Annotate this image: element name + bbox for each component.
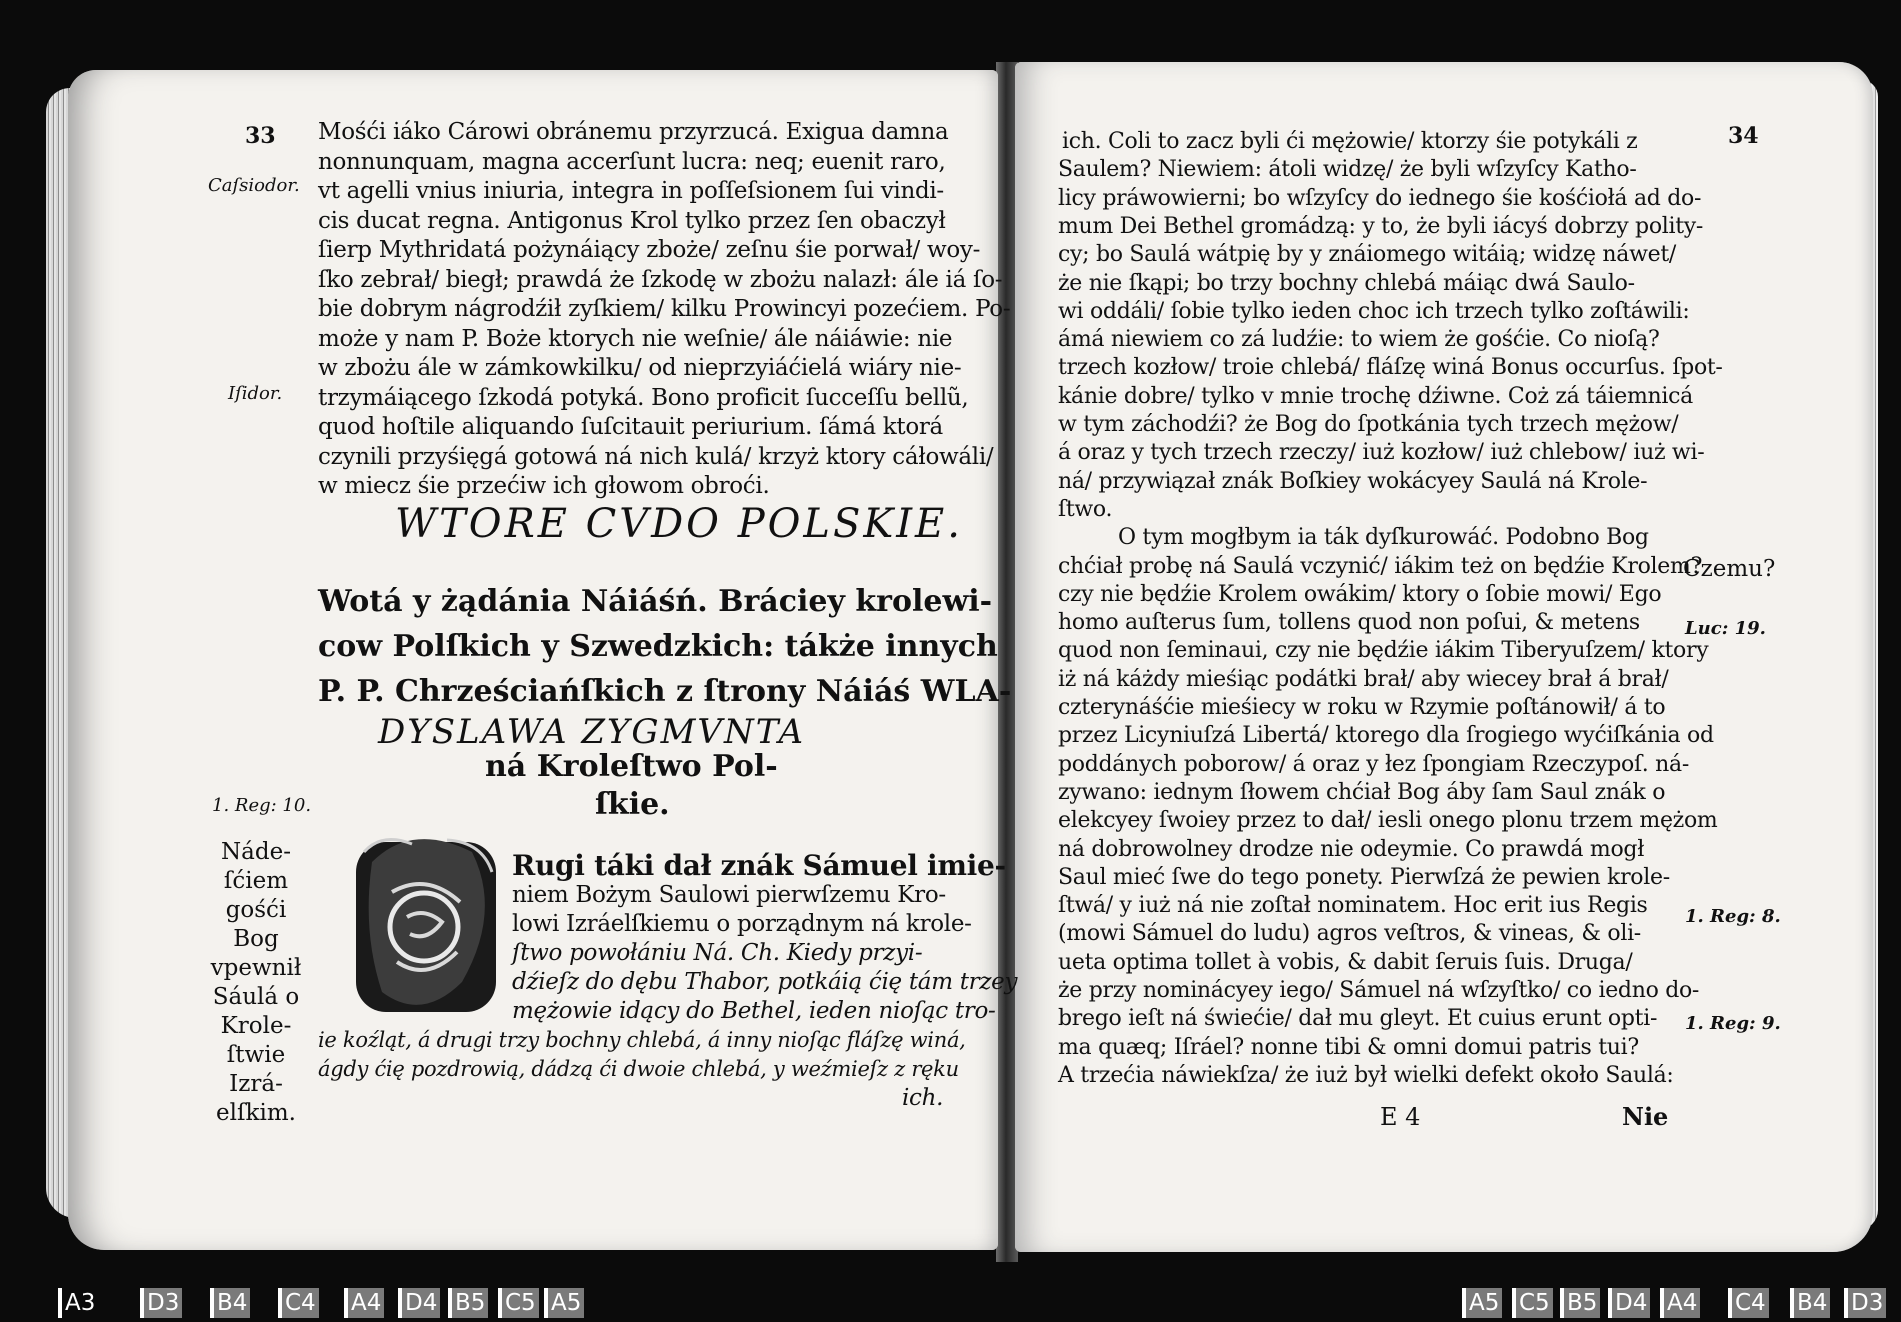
right-text-line: ámá niewiem co zá ludźie: to wiem że gośćie. Co nioſą? bbox=[1058, 327, 1660, 352]
side-note-line: ſtwie bbox=[226, 1042, 286, 1068]
margin-note-reg9: 1. Reg: 9. bbox=[1685, 1013, 1781, 1034]
subheading-line: DYSLAWA ZYGMVNTA bbox=[378, 712, 806, 752]
left-body-line: ich. bbox=[902, 1085, 944, 1111]
left-text-line: vt agelli vnius iniuria, integra in poſſeſsionem ſui vindi- bbox=[318, 178, 944, 204]
left-text-line: ſko zebrał/ biegł; prawdá że ſzkodę w zbożu nalazł: ále iá ſo- bbox=[318, 267, 1003, 293]
left-text-line: quod hoſtile aliquando ſuſcitauit periurium. ſámá ktorá bbox=[318, 414, 943, 440]
right-text-line: ſtwo. bbox=[1058, 497, 1113, 522]
scan-label-left: D4 bbox=[398, 1288, 440, 1318]
left-body-line: niem Bożym Saulowi pierwſzemu Kro- bbox=[512, 882, 946, 908]
right-text-line: zywano: iednym ſłowem chćiał Bog áby ſam Saul znák o bbox=[1058, 780, 1666, 805]
left-body-line: ie koźląt, á drugi trzy bochny chlebá, á inny nioſąc fláſzę winá, bbox=[318, 1028, 966, 1052]
left-text-line: w miecz śie przećiw ich głowom obroći. bbox=[318, 473, 770, 499]
scan-label-left: B5 bbox=[448, 1288, 488, 1318]
subheading-line: P. P. Chrześciańſkich z ſtrony Náiáś WLA- bbox=[318, 674, 1012, 709]
subheading-line: ſkie. bbox=[595, 787, 670, 822]
scan-label-right: B5 bbox=[1560, 1288, 1600, 1318]
right-text-line: poddánych poborow/ á oraz y łez ſpongiam Rzeczypoſ. ná- bbox=[1058, 752, 1689, 777]
signature-mark: E 4 bbox=[1380, 1103, 1421, 1131]
left-body-line: dźieſz do dębu Thabor, potkáią ćię tám trzey bbox=[512, 969, 1018, 995]
scan-label-right: B4 bbox=[1790, 1288, 1830, 1318]
left-text-line: ſierp Mythridatá pożynáiący zboże/ zeſnu śie porwał/ woy- bbox=[318, 237, 981, 263]
right-text-line: ueta optima tollet à vobis, & dabit ſeruis ſuis. Druga/ bbox=[1058, 950, 1633, 975]
right-text-line: (mowi Sámuel do ludu) agros veſtros, & vineas, & oli- bbox=[1058, 921, 1641, 946]
side-note-line: vpewnił bbox=[210, 955, 302, 981]
right-text-line: w tym záchodźi? że Bog do ſpotkánia tych trzech mężow/ bbox=[1058, 412, 1679, 437]
side-note-line: Bog bbox=[233, 926, 279, 952]
scan-label-right: A4 bbox=[1660, 1288, 1700, 1318]
right-text-line: mum Dei Bethel gromádzą: y to, że byli iácyś dobrzy polity- bbox=[1058, 214, 1704, 239]
right-text-line: ná/ przywiązał znák Boſkiey wokácyey Saulá ná Krole- bbox=[1058, 469, 1648, 494]
scan-label-right: D3 bbox=[1844, 1288, 1886, 1318]
scan-label-left: A3 bbox=[58, 1288, 98, 1318]
right-text-line: ná dobrowolney drodze nie odeymie. Co prawdá mogł bbox=[1058, 837, 1645, 862]
right-text-line: ſtwá/ y iuż ná nie zoſtał nominatem. Hoc erit ius Regis bbox=[1058, 893, 1648, 918]
side-note-line: Sáulá o bbox=[212, 984, 300, 1010]
left-body-line: ſtwo powołániu Ná. Ch. Kiedy przyi- bbox=[512, 940, 923, 966]
side-note-line: Izrá- bbox=[229, 1071, 283, 1097]
left-page-number: 33 bbox=[245, 123, 276, 149]
side-note-line: Náde- bbox=[221, 839, 291, 865]
scan-label-right: A5 bbox=[1462, 1288, 1502, 1318]
scan-label-right: D4 bbox=[1608, 1288, 1650, 1318]
margin-note-luc19: Luc: 19. bbox=[1685, 618, 1766, 639]
right-text-line: Saul mieć ſwe do tego ponety. Pierwſzá że pewien krole- bbox=[1058, 865, 1670, 890]
left-body-line: Rugi táki dał znák Sámuel imie- bbox=[512, 849, 1006, 882]
right-text-line: á oraz y tych trzech rzeczy/ iuż kozłow/ iuż chlebow/ iuż wi- bbox=[1058, 440, 1705, 465]
right-text-line: czterynáśćie mieśiecy w roku w Rzymie poſtánowił/ á to bbox=[1058, 695, 1666, 720]
right-text-line: homo auſterus ſum, tollens quod non poſui, & metens bbox=[1058, 610, 1640, 635]
scan-label-left: C4 bbox=[278, 1288, 319, 1318]
right-text-line: elekcyey ſwoiey przez to dał/ iesli onego plonu trzem mężom bbox=[1058, 808, 1718, 833]
right-text-line: ich. Coli to zacz byli ći mężowie/ ktorzy śie potykáli z bbox=[1062, 129, 1638, 154]
margin-note-isidor: Iſidor. bbox=[228, 383, 283, 404]
side-note bbox=[200, 838, 312, 1128]
right-text-line: iż ná káżdy mieśiąc podátki brał/ aby wiecey brał á brał/ bbox=[1058, 667, 1669, 692]
right-text-line: brego ieſt ná świećie/ dał mu gleyt. Et cuius erunt opti- bbox=[1058, 1006, 1658, 1031]
side-note-line: Krole- bbox=[220, 1013, 292, 1039]
left-text-line: czynili przyśięgá gotowá ná nich kulá/ krzyż ktory cáłowáli/ bbox=[318, 444, 994, 470]
left-body-line: mężowie idący do Bethel, ieden nioſąc tro- bbox=[512, 998, 996, 1024]
right-text-line: Saulem? Niewiem: átoli widzę/ że byli wſzyſcy Katho- bbox=[1058, 157, 1637, 182]
right-page-number: 34 bbox=[1728, 123, 1759, 149]
right-text-line: A trzećia náwiekſza/ że iuż był wielki defekt około Saulá: bbox=[1058, 1063, 1674, 1088]
right-text-line: że przy nominácyey iego/ Sámuel ná wſzyſtko/ co iedno do- bbox=[1058, 978, 1700, 1003]
scan-label-left: D3 bbox=[140, 1288, 182, 1318]
scan-label-left: A4 bbox=[344, 1288, 384, 1318]
subheading-line: ná Kroleſtwo Pol- bbox=[485, 749, 778, 784]
left-text-line: bie dobrym nágrodźił zyſkiem/ kilku Prowincyi pozećiem. Po- bbox=[318, 296, 1011, 322]
subheading-line: cow Polſkich y Szwedzkich: tákże innych bbox=[318, 629, 998, 664]
right-text-line: quod non ſeminaui, czy nie będźie iákim Tiberyuſzem/ ktory bbox=[1058, 638, 1709, 663]
left-text-line: nonnunquam, magna accerſunt lucra: neq; euenit raro, bbox=[318, 149, 946, 175]
catchword: Nie bbox=[1622, 1102, 1669, 1131]
right-text-line: że nie ſkąpi; bo trzy bochny chlebá máiąc dwá Saulo- bbox=[1058, 271, 1635, 296]
decorated-initial-d-icon bbox=[352, 822, 502, 1022]
subheading-line: Wotá y żądánia Náiáśń. Bráciey krolewi- bbox=[318, 584, 993, 619]
scan-label-right: C4 bbox=[1728, 1288, 1769, 1318]
scan-label-right: C5 bbox=[1512, 1288, 1553, 1318]
left-body-line: ágdy ćię pozdrowią, dádzą ći dwoie chlebá, y weźmieſz z ręku bbox=[318, 1057, 959, 1081]
left-text-line: może y nam P. Boże ktorych nie weſnie/ ále náiáwie: nie bbox=[318, 326, 953, 352]
margin-note-cassiodor: Caſsiodor. bbox=[208, 175, 300, 196]
right-text-line: O tym mogłbym ia ták dyſkurowáć. Podobno Bog bbox=[1118, 525, 1649, 550]
right-text-line: chćiał probę ná Saulá vczynić/ iákim też on będźie Krolem? bbox=[1058, 554, 1703, 579]
left-body-line: lowi Izráelſkiemu o porządnym ná krole- bbox=[512, 911, 972, 937]
section-heading: WTORE CVDO POLSKIE. bbox=[395, 501, 963, 547]
right-text-line: trzech kozłow/ troie chlebá/ fláſzę winá Bonus occurſus. ſpot- bbox=[1058, 355, 1723, 380]
margin-note-reg10: 1. Reg: 10. bbox=[212, 795, 312, 816]
margin-note-czemu: Czemu? bbox=[1683, 556, 1776, 582]
scan-label-left: B4 bbox=[210, 1288, 250, 1318]
right-text-line: cy; bo Saulá wátpię by y znáiomego witáią; widzę náwet/ bbox=[1058, 242, 1677, 267]
left-text-line: trzymáiącego ſzkodá potyká. Bono proficit ſucceſſu bellũ, bbox=[318, 385, 969, 411]
side-note-line: ſćiem bbox=[223, 868, 289, 894]
scan-label-left: A5 bbox=[544, 1288, 584, 1318]
right-text-line: ma quæq; Iſráel? nonne tibi & omni domui patris tui? bbox=[1058, 1035, 1639, 1060]
left-text-line: Mośći iáko Cárowi obránemu przyrzucá. Exigua damna bbox=[318, 119, 949, 145]
side-note-line: gośći bbox=[225, 897, 287, 923]
right-text-line: licy práwowierni; bo wſzyſcy do iednego śie kośćiołá ad do- bbox=[1058, 186, 1702, 211]
left-text-line: w zbożu ále w zámkowkilku/ od nieprzyiáćielá wiáry nie- bbox=[318, 355, 962, 381]
right-text-line: wi oddáli/ ſobie tylko ieden choc ich trzech tylko zoſtáwili: bbox=[1058, 299, 1690, 324]
right-text-line: kánie dobre/ tylko v mnie trochę dźiwne. Coż zá táiemnicá bbox=[1058, 384, 1693, 409]
margin-note-reg8: 1. Reg: 8. bbox=[1685, 906, 1781, 927]
right-text-line: przez Licyniuſzá Libertá/ ktorego dla ſrogiego wyćiſkánia od bbox=[1058, 723, 1714, 748]
right-text-line: czy nie będźie Krolem owákim/ ktory o ſobie mowi/ Ego bbox=[1058, 582, 1662, 607]
side-note-line: elſkim. bbox=[216, 1100, 296, 1126]
left-text-line: cis ducat regna. Antigonus Krol tylko przez ſen obaczył bbox=[318, 208, 946, 234]
scan-label-left: C5 bbox=[498, 1288, 539, 1318]
